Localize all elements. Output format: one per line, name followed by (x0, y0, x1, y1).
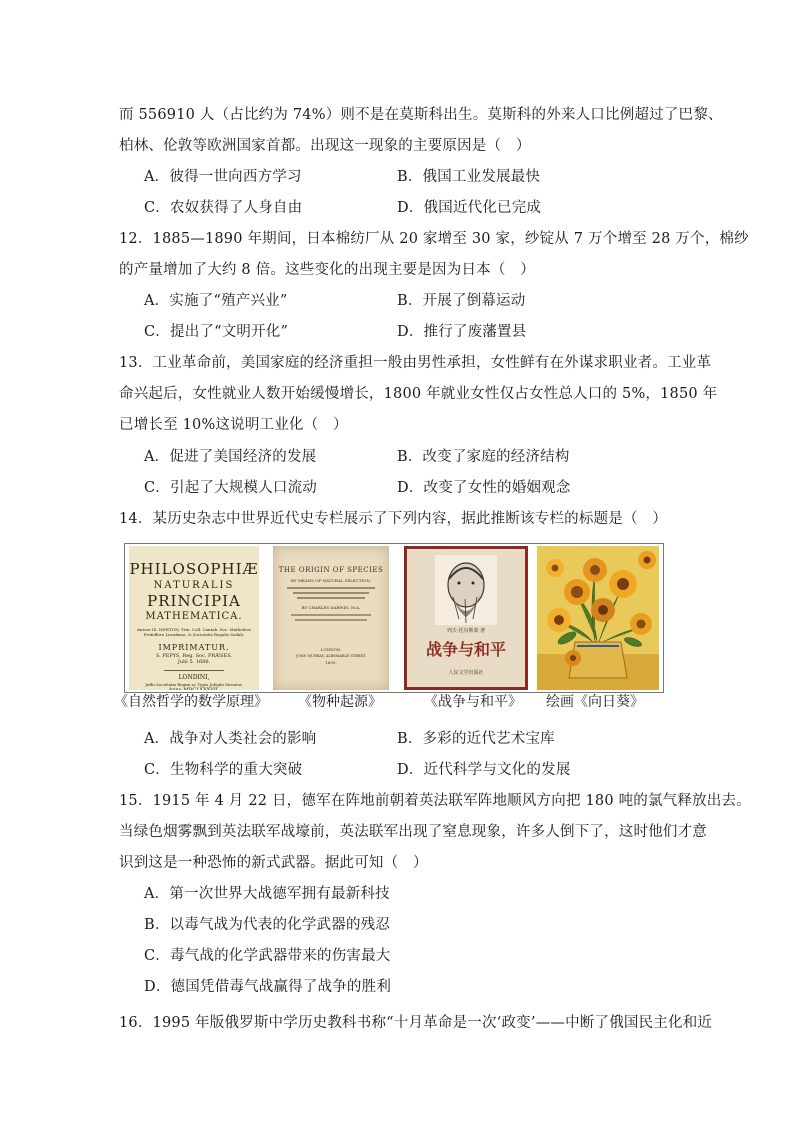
q12-option-d[interactable]: D．推行了废藩置县 (397, 324, 527, 340)
q15-stem-line-1: 15．1915 年 4 月 22 日，德军在阵地前朝着英法联军阵地顺风方向把 180 吨的氯气释放出去。 (119, 793, 751, 809)
principia-line-4: MATHEMATICA. (145, 611, 243, 622)
principia-line-10: LONDINI, (178, 674, 210, 681)
principia-line-3: PRINCIPIA (147, 592, 241, 610)
principia-line-5: Autore IS. NEWTON, Trin. Coll. Cantab. Soc. Mathefeos (137, 627, 251, 632)
caption-war-and-peace: 《战争与和平》 (424, 694, 522, 710)
caption-sunflowers: 绘画《向日葵》 (546, 694, 644, 710)
q15-option-b[interactable]: B．以毒气战为代表的化学武器的残忍 (144, 917, 391, 933)
q15-option-a[interactable]: A．第一次世界大战德军拥有最新科技 (144, 886, 390, 902)
q11-option-d[interactable]: D．俄国近代化已完成 (397, 200, 542, 216)
q14-image-strip (124, 543, 664, 693)
q15-option-c[interactable]: C．毒气战的化学武器带来的伤害最大 (144, 948, 391, 964)
origin-line-5: JOHN MURRAY, ALBEMARLE STREET. (296, 654, 366, 658)
q12-option-c[interactable]: C．提出了“文明开化” (144, 324, 289, 340)
principia-line-6: Profeffore Lucafiano, & Societatis Regalis Sodali. (143, 632, 245, 637)
principia-line-8: S. PEPYS, Reg. Soc. PRÆSES. (155, 653, 233, 659)
principia-line-1: PHILOSOPHIÆ (129, 560, 259, 578)
war-and-peace-author: 列夫·托尔斯泰 著 (446, 628, 486, 634)
caption-principia: 《自然哲学的数学原理》 (114, 694, 268, 710)
tolstoy-portrait-icon (407, 549, 525, 687)
sunflowers-painting-image (537, 546, 659, 690)
q16-stem-line-1: 16．1995 年版俄罗斯中学历史教科书称“十月革命是一次‘政变’——中断了俄国民主化和近 (119, 1015, 713, 1031)
principia-line-9: Julii 5. 1686. (177, 659, 211, 665)
q15-option-d[interactable]: D．德国凭借毒气战赢得了战争的胜利 (144, 979, 392, 995)
origin-line-1: THE ORIGIN OF SPECIES (278, 566, 384, 574)
q13-stem-line-1: 13．工业革命前，美国家庭的经济重担一般由男性承担，女性鲜有在外谋求职业者。工业革 (119, 355, 712, 371)
war-and-peace-cover-image (404, 546, 528, 690)
q14-option-c[interactable]: C．生物科学的重大突破 (144, 762, 303, 778)
principia-title-page-image (129, 546, 259, 690)
origin-of-species-title-page-image (273, 546, 389, 690)
q14-option-b[interactable]: B．多彩的近代艺术宝库 (397, 731, 555, 747)
q14-option-d[interactable]: D．近代科学与文化的发展 (397, 762, 571, 778)
principia-line-7: IMPRIMATUR. (158, 643, 230, 652)
principia-line-11: Juffu Societatis Regiæ ac Typis Jofephi Streater. (145, 682, 243, 687)
q13-stem-line-2: 命兴起后，女性就业人数开始缓慢增长，1800 年就业女性仅占女性总人口的 5%，1850 年 (119, 386, 718, 402)
principia-line-12: Anno MDCLXXXVII. (168, 687, 220, 690)
q13-option-b[interactable]: B．改变了家庭的经济结构 (397, 449, 570, 465)
q11-option-b[interactable]: B．俄国工业发展最快 (397, 169, 541, 185)
q14-stem: 14．某历史杂志中世界近代史专栏展示了下列内容，据此推断该专栏的标题是（ ） (119, 511, 668, 527)
q11-option-c[interactable]: C．农奴获得了人身自由 (144, 200, 303, 216)
origin-line-3: BY CHARLES DARWIN, M.A. (301, 605, 361, 610)
q12-option-b[interactable]: B．开展了倒幕运动 (397, 293, 526, 309)
q14-option-a[interactable]: A．战争对人类社会的影响 (144, 731, 317, 747)
war-and-peace-title: 战争与和平 (425, 640, 506, 659)
q13-option-d[interactable]: D．改变了女性的婚姻观念 (397, 480, 571, 496)
war-and-peace-publisher: 人民文学出版社 (448, 670, 484, 676)
origin-line-2: BY MEANS OF NATURAL SELECTION, (291, 578, 371, 583)
q13-stem-line-3: 已增长至 10%这说明工业化（ ） (119, 417, 348, 433)
q13-option-a[interactable]: A．促进了美国经济的发展 (144, 449, 317, 465)
q11-stem-line-2: 柏林、伦敦等欧洲国家首都。出现这一现象的主要原因是（ ） (119, 138, 531, 154)
q13-option-c[interactable]: C．引起了大规模人口流动 (144, 480, 317, 496)
origin-line-4: LONDON: (320, 647, 342, 652)
q12-stem-line-1: 12．1885—1890 年期间，日本棉纺厂从 20 家增至 30 家，纱锭从 7 万个增至 28 万个，棉纱 (119, 231, 749, 247)
principia-line-2: NATURALIS (153, 580, 235, 591)
q12-stem-line-2: 的产量增加了大约 8 倍。这些变化的出现主要是因为日本（ ） (119, 262, 535, 278)
caption-origin-of-species: 《物种起源》 (298, 694, 382, 710)
q11-stem-line-1: 而 556910 人（占比约为 74%）则不是在莫斯科出生。莫斯科的外来人口比例超过了巴黎、 (119, 107, 723, 123)
q12-option-a[interactable]: A．实施了“殖产兴业” (144, 293, 288, 309)
q11-option-a[interactable]: A．彼得一世向西方学习 (144, 169, 302, 185)
q15-stem-line-2: 当绿色烟雾飘到英法联军战壕前，英法联军出现了窒息现象，许多人倒下了，这时他们才意 (119, 824, 707, 840)
origin-line-6: 1859. (325, 660, 337, 665)
q15-stem-line-3: 识到这是一种恐怖的新式武器。据此可知（ ） (119, 855, 428, 871)
